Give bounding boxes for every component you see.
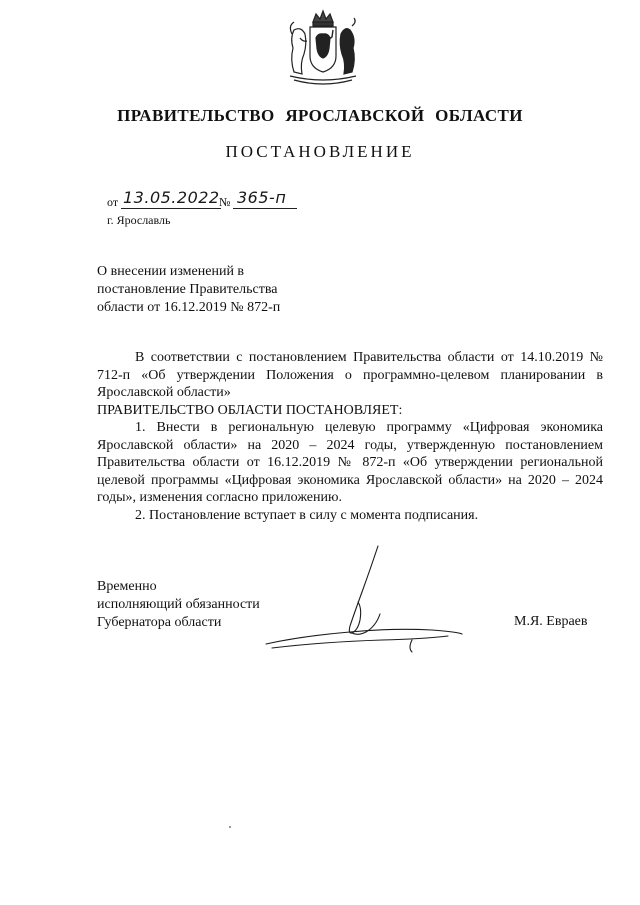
item-2-paragraph: 2. Постановление вступает в силу с момента подписания. bbox=[135, 507, 479, 523]
handwritten-signature bbox=[262, 540, 472, 665]
body-text bbox=[97, 349, 603, 524]
date-value: 13.05.2022 bbox=[123, 188, 220, 207]
subject-line: области от 16.12.2019 № 872-п bbox=[97, 300, 281, 315]
preamble-paragraph: В соответствии с постановлением Правительства области от 14.10.2019 № 712-п «Об утверждении Положения о программно-целевом планировании в Ярославской области» bbox=[97, 350, 603, 400]
signer-name: М.Я. Евраев bbox=[514, 614, 588, 629]
organization-title: ПРАВИТЕЛЬСТВО ЯРОСЛАВСКОЙ ОБЛАСТИ bbox=[117, 106, 523, 125]
date-underline bbox=[121, 208, 221, 209]
signer-position bbox=[97, 578, 260, 632]
scan-dot bbox=[229, 826, 231, 828]
signer-position-line: исполняющий обязанности bbox=[97, 597, 260, 612]
item-1-paragraph: 1. Внести в региональную целевую программу «Цифровая экономика Ярославской области» на 2020 – 2024 годы, утвержденную постановлением Правительства области от 16.12.2019 № 872-п «Об утверждении региональной целевой программы «Цифровая экономика Ярославской области» на 2020 – 2024 годы», изменения согласно приложению. bbox=[97, 420, 603, 505]
coat-of-arms-icon bbox=[280, 8, 366, 90]
subject-line: О внесении изменений в bbox=[97, 264, 245, 279]
city: г. Ярославль bbox=[107, 213, 171, 227]
date-prefix: от bbox=[107, 195, 119, 209]
document-type: ПОСТАНОВЛЕНИЕ bbox=[225, 142, 415, 161]
number-value: 365-п bbox=[237, 188, 287, 207]
subject-block bbox=[97, 263, 347, 317]
number-prefix: № bbox=[219, 195, 231, 209]
signer-position-line: Губернатора области bbox=[97, 615, 222, 630]
subject-line: постановление Правительства bbox=[97, 282, 278, 297]
date-number-line bbox=[107, 188, 367, 212]
decree-line: ПРАВИТЕЛЬСТВО ОБЛАСТИ ПОСТАНОВЛЯЕТ: bbox=[97, 402, 403, 418]
number-underline bbox=[233, 208, 297, 209]
signer-position-line: Временно bbox=[97, 579, 157, 594]
